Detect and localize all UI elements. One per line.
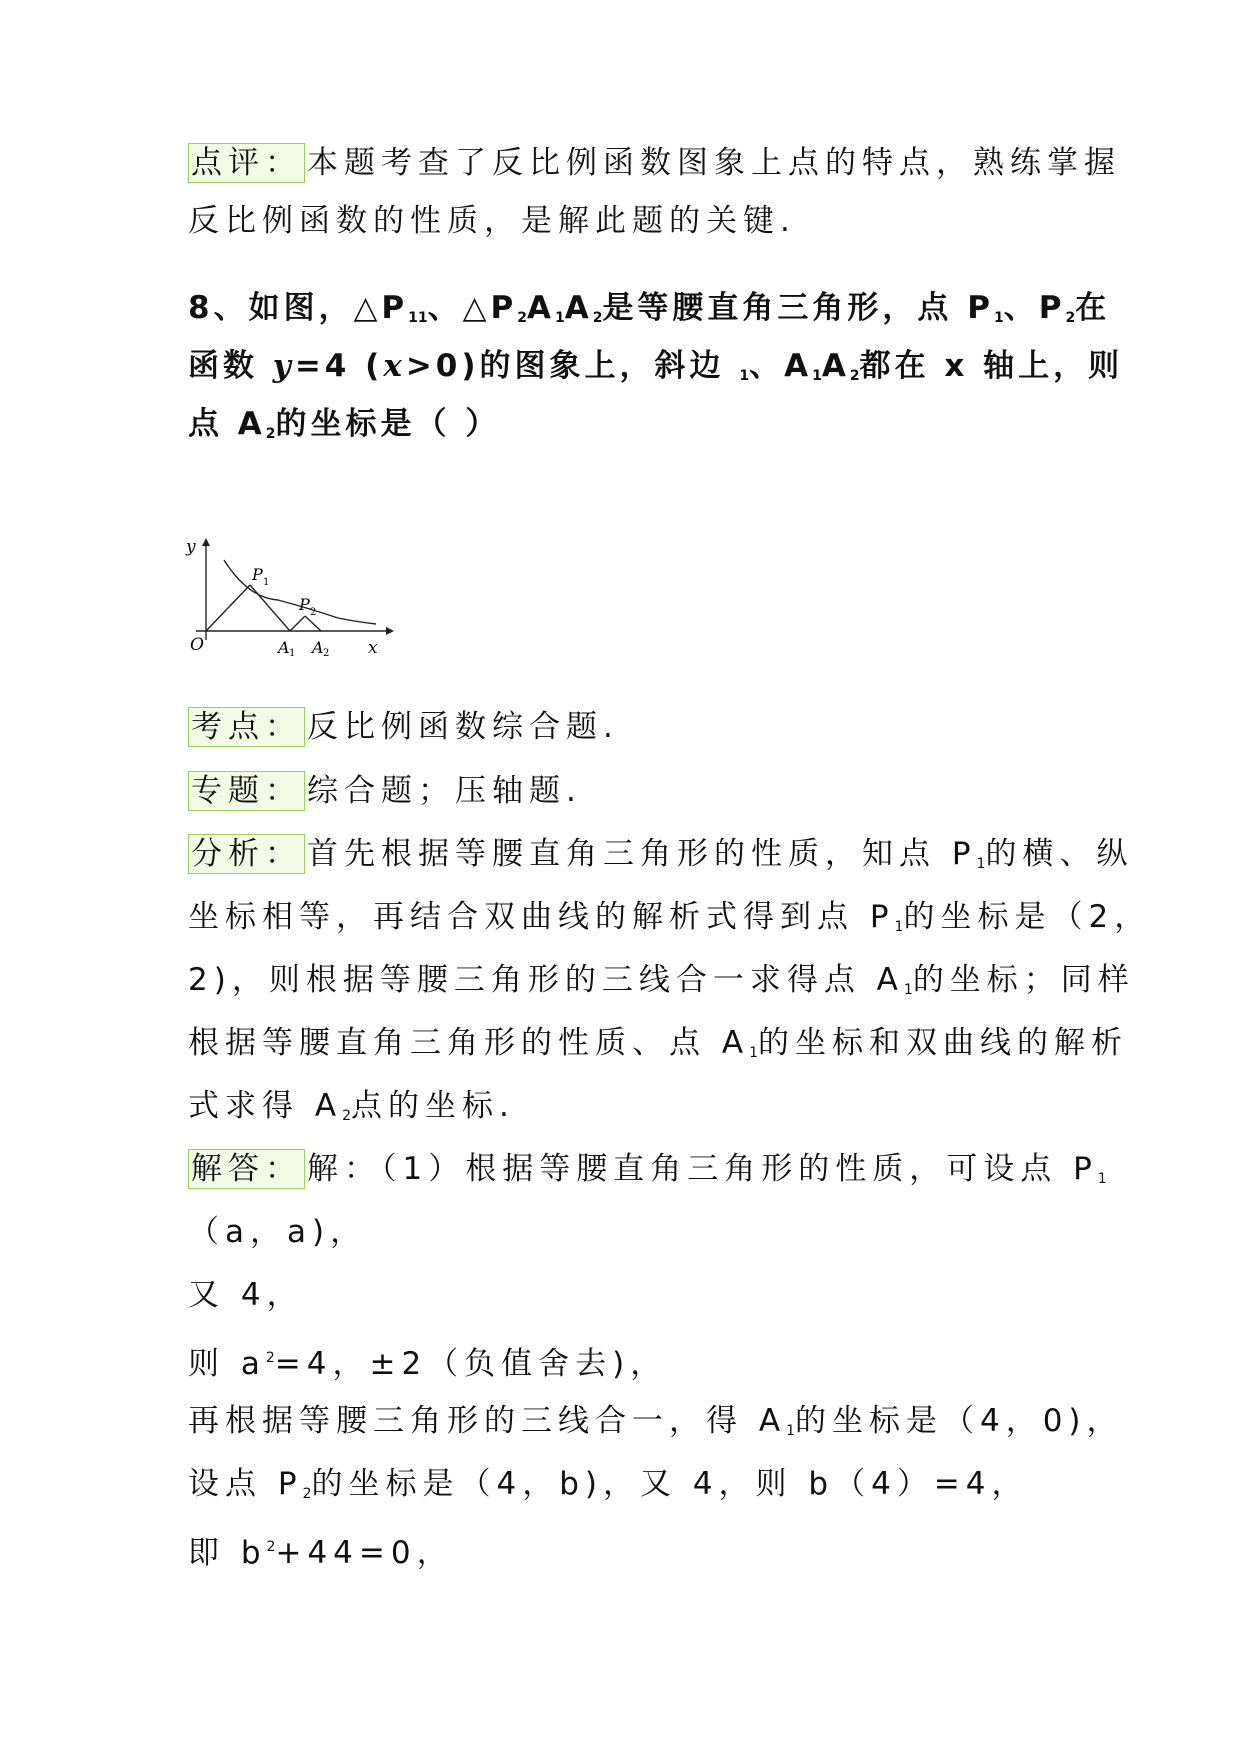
- subscript: 2: [592, 310, 603, 326]
- jieda-text: （a，a)，: [188, 1214, 368, 1250]
- zhuanti-line: [188, 771, 1068, 811]
- question-text: 是等腰直角三角形，点 P: [602, 290, 994, 326]
- question-text: 函数: [188, 348, 273, 384]
- jieda-line-1: [188, 1149, 1107, 1199]
- fenxi-line-5: [188, 1086, 1068, 1136]
- question-line-3: [188, 404, 1068, 454]
- review-text-1: 本题考查了反比例函数图象上点的特点，熟练掌握: [307, 145, 1121, 181]
- jieda-text: +44=0，: [275, 1535, 454, 1571]
- jieda-text: 的坐标是（4，0)，: [794, 1403, 1124, 1439]
- fenxi-line-1: [188, 834, 1134, 884]
- question-text: 、A: [749, 348, 813, 384]
- fenxi-text: 的坐标是（2，: [903, 899, 1152, 935]
- fenxi-text: 点的坐标.: [350, 1088, 515, 1124]
- p1-label: P: [252, 565, 263, 584]
- question-text: 都在 x 轴上，则: [859, 348, 1124, 384]
- subscript: 2: [265, 426, 276, 442]
- zhuanti-tag: 专题：: [188, 771, 305, 811]
- review-line-1: [188, 143, 1121, 183]
- review-line-2: [188, 201, 1068, 241]
- jieda-tag: 解答：: [188, 1149, 305, 1189]
- jieda-text: 再根据等腰三角形的三线合一，得 A: [188, 1403, 787, 1439]
- p2-label: P: [299, 595, 310, 614]
- x-axis-arrow: [386, 627, 394, 635]
- fenxi-line-3: [188, 960, 1135, 1010]
- subscript: 2: [302, 1486, 312, 1502]
- jieda-text: 的坐标是（4，b)，又 4，则 b（4）=4，: [311, 1466, 1029, 1502]
- jieda-line-3: [188, 1275, 1068, 1315]
- a1-sub: 1: [289, 648, 296, 658]
- fenxi-text: 的坐标和双曲线的解析: [757, 1025, 1128, 1061]
- fenxi-text: 的横、纵: [985, 836, 1134, 872]
- subscript: 1: [894, 919, 904, 935]
- p2-sub: 2: [310, 607, 317, 618]
- hyperbola-figure: [178, 528, 398, 658]
- fenxi-text: 的坐标；同样: [912, 962, 1135, 998]
- y-axis-label: y: [186, 537, 196, 557]
- question-line-1: [188, 288, 1111, 338]
- kaodian-tag: 考点：: [188, 707, 305, 747]
- var-y: y: [272, 348, 295, 384]
- jieda-text: 解：（1）根据等腰直角三角形的性质，可设点 P: [307, 1151, 1098, 1187]
- superscript: 2: [265, 1350, 275, 1366]
- fenxi-text: 2)，则根据等腰三角形的三线合一求得点 A: [188, 962, 904, 998]
- fenxi-text: 式求得 A: [188, 1088, 343, 1124]
- fenxi-line-4: [188, 1023, 1128, 1073]
- subscript: 1: [1097, 1171, 1107, 1187]
- question-text: A: [821, 348, 850, 384]
- question-text: 、△P: [427, 290, 518, 326]
- y-axis-arrow: [202, 538, 210, 546]
- superscript: 2: [266, 1539, 276, 1555]
- var-x: x: [383, 348, 406, 384]
- question-text: A: [526, 290, 555, 326]
- review-tag: 点评：: [188, 143, 305, 183]
- fenxi-text: 坐标相等，再结合双曲线的解析式得到点 P: [188, 899, 895, 935]
- subscript: 1: [739, 368, 750, 384]
- question-text: 在: [1075, 290, 1111, 326]
- jieda-line-6: [188, 1464, 1068, 1514]
- jieda-text: 设点 P: [188, 1466, 303, 1502]
- question-text: 如图，△P: [248, 290, 409, 326]
- jieda-line-5: [188, 1401, 1124, 1451]
- fenxi-text: 首先根据等腰直角三角形的性质，知点 P: [307, 836, 977, 872]
- jieda-text: 即 b: [188, 1535, 267, 1571]
- subscript: 2: [1065, 310, 1076, 326]
- kaodian-text: 反比例函数综合题.: [307, 709, 619, 745]
- zhuanti-text: 综合题；压轴题.: [307, 773, 582, 809]
- question-text: >0)的图象上，斜边: [405, 348, 740, 384]
- fenxi-tag: 分析：: [188, 834, 305, 874]
- subscript: 2: [342, 1108, 351, 1124]
- jieda-line-4: [188, 1338, 1068, 1384]
- question-text: A: [564, 290, 593, 326]
- subscript: 11: [408, 310, 428, 326]
- question-text: 、P: [1003, 290, 1066, 326]
- a2-sub: 2: [323, 648, 330, 658]
- subscript: 2: [849, 368, 860, 384]
- question-text: 点 A: [188, 406, 266, 442]
- x-axis-label: x: [368, 638, 378, 658]
- jieda-text: 则 a: [188, 1346, 266, 1382]
- triangle2-left: [290, 616, 305, 631]
- fenxi-line-2: [188, 897, 1152, 947]
- subscript: 2: [517, 310, 527, 326]
- subscript: 1: [786, 1423, 795, 1439]
- jieda-line-7: [188, 1527, 1068, 1573]
- question-line-2: [188, 346, 1124, 396]
- jieda-text: 又 4，: [188, 1277, 304, 1313]
- triangle1-left: [206, 585, 250, 631]
- question-number: 8、: [188, 290, 249, 326]
- kaodian-line: [188, 707, 1068, 747]
- subscript: 1: [749, 1045, 758, 1061]
- subscript: 1: [554, 310, 565, 326]
- triangle1-right: [250, 585, 290, 631]
- question-text: =4 (: [294, 348, 384, 384]
- a1-label: A: [278, 638, 290, 657]
- subscript: 1: [976, 856, 986, 872]
- triangle2-right: [305, 616, 321, 631]
- subscript: 1: [903, 982, 913, 998]
- jieda-line-2: [188, 1212, 1068, 1252]
- jieda-text: =4，±2（负值舍去)，: [274, 1346, 668, 1382]
- a2-label: A: [312, 638, 324, 657]
- origin-label: O: [190, 635, 204, 655]
- subscript: 1: [993, 310, 1004, 326]
- subscript: 1: [812, 368, 822, 384]
- hyperbola-curve: [224, 560, 376, 624]
- review-text-2: 反比例函数的性质，是解此题的关键.: [188, 203, 796, 239]
- question-text: 的坐标是（ ）: [275, 406, 501, 442]
- p1-sub: 1: [263, 577, 270, 588]
- fenxi-text: 根据等腰直角三角形的性质、点 A: [188, 1025, 750, 1061]
